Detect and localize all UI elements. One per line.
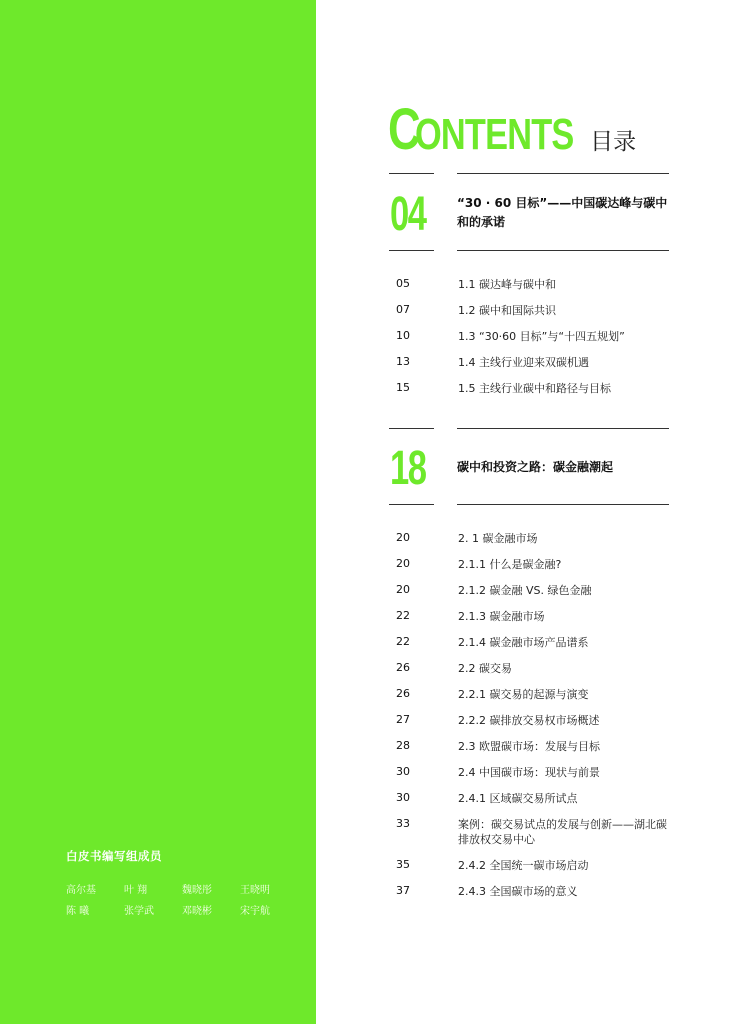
toc-entry-title: 2.4.2 全国统一碳市场启动 [458, 859, 589, 872]
members-title: 白皮书编写组成员 [66, 849, 162, 863]
member-name: 邓晓彬 [182, 906, 212, 917]
toc-page-number: 33 [396, 817, 410, 830]
chapter-number: 18 [390, 442, 426, 495]
toc-entry-title: 1.4 主线行业迎来双碳机遇 [458, 356, 589, 369]
member-name: 高尔基 [66, 885, 96, 896]
toc-page-number: 20 [396, 557, 410, 570]
member-name: 王晓明 [240, 885, 270, 896]
toc-page-number: 20 [396, 531, 410, 544]
member-name: 魏晓彤 [182, 885, 212, 896]
toc-page-number: 22 [396, 609, 410, 622]
toc-entry[interactable] [396, 661, 676, 677]
toc-entry[interactable] [396, 277, 676, 293]
toc-entry[interactable] [396, 303, 676, 319]
contents-heading [388, 96, 637, 162]
toc-page-number: 35 [396, 858, 410, 871]
toc-entry-title: 1.1 碳达峰与碳中和 [458, 278, 556, 291]
member-name: 叶 翔 [124, 885, 148, 896]
member-name: 宋宇航 [240, 906, 270, 917]
toc-page-number: 10 [396, 329, 410, 342]
divider-line [457, 504, 669, 505]
chapter-title[interactable]: “30 · 60 目标”——中国碳达峰与碳中和的承诺 [457, 196, 668, 229]
toc-entry[interactable] [396, 557, 676, 573]
toc-entry[interactable] [396, 791, 676, 807]
toc-entry[interactable] [396, 858, 676, 874]
members-list [66, 881, 306, 917]
toc-entry-title: 2.1.2 碳金融 VS. 绿色金融 [458, 584, 592, 597]
toc-entry[interactable] [396, 884, 676, 900]
toc-page-number: 27 [396, 713, 410, 726]
toc-page-number: 37 [396, 884, 410, 897]
chapter-title[interactable]: 碳中和投资之路：碳金融潮起 [457, 460, 614, 474]
toc-entry[interactable] [396, 381, 676, 397]
divider-line [457, 173, 669, 174]
toc-page-number: 20 [396, 583, 410, 596]
toc-page-number: 30 [396, 791, 410, 804]
contents-word: ONTENTS [414, 110, 574, 159]
divider-line [389, 250, 434, 251]
toc-entry-title: 案例：碳交易试点的发展与创新——湖北碳排放权交易中心 [458, 818, 667, 846]
toc-page-number: 30 [396, 765, 410, 778]
toc-entry-title: 2. 1 碳金融市场 [458, 532, 538, 545]
divider-line [389, 504, 434, 505]
toc-entry-title: 2.2.1 碳交易的起源与演变 [458, 688, 589, 701]
toc-page-number: 26 [396, 661, 410, 674]
toc-page-number: 07 [396, 303, 410, 316]
toc-page-number: 28 [396, 739, 410, 752]
member-name: 陈 曦 [66, 906, 90, 917]
toc-entry-title: 2.1.4 碳金融市场产品谱系 [458, 636, 589, 649]
toc-entry-title: 1.5 主线行业碳中和路径与目标 [458, 382, 611, 395]
toc-entry-title: 2.4.3 全国碳市场的意义 [458, 885, 578, 898]
toc-entry[interactable] [396, 531, 676, 547]
toc-page-number: 13 [396, 355, 410, 368]
toc-entry-title: 1.2 碳中和国际共识 [458, 304, 556, 317]
toc-page-number: 05 [396, 277, 410, 290]
toc-entry-title: 2.1.3 碳金融市场 [458, 610, 545, 623]
divider-line [389, 173, 434, 174]
toc-entry[interactable] [396, 817, 676, 849]
chapter-number: 04 [390, 188, 426, 241]
toc-page-number: 22 [396, 635, 410, 648]
toc-entry[interactable] [396, 355, 676, 371]
toc-entry-title: 2.1.1 什么是碳金融? [458, 558, 562, 571]
toc-entry-title: 2.4 中国碳市场：现状与前景 [458, 766, 600, 779]
contents-initial: C [388, 97, 420, 162]
toc-entry[interactable] [396, 635, 676, 651]
divider-line [457, 250, 669, 251]
toc-entry-title: 2.3 欧盟碳市场：发展与目标 [458, 740, 600, 753]
divider-line [389, 428, 434, 429]
toc-entry[interactable] [396, 713, 676, 729]
toc-entry[interactable] [396, 765, 676, 781]
toc-entry-title: 1.3 “30·60 目标”与“十四五规划” [458, 330, 625, 343]
toc-entry-title: 2.4.1 区域碳交易所试点 [458, 792, 578, 805]
toc-page-number: 15 [396, 381, 410, 394]
toc-entry-title: 2.2 碳交易 [458, 662, 512, 675]
toc-page-number: 26 [396, 687, 410, 700]
green-side-panel [0, 0, 316, 1024]
toc-entry[interactable] [396, 329, 676, 345]
contents-chinese-title: 目录 [590, 129, 637, 155]
toc-entry[interactable] [396, 687, 676, 703]
member-name: 张学武 [124, 906, 154, 917]
toc-entry-title: 2.2.2 碳排放交易权市场概述 [458, 714, 600, 727]
toc-entry[interactable] [396, 583, 676, 599]
toc-entry[interactable] [396, 609, 676, 625]
toc-entry[interactable] [396, 739, 676, 755]
divider-line [457, 428, 669, 429]
